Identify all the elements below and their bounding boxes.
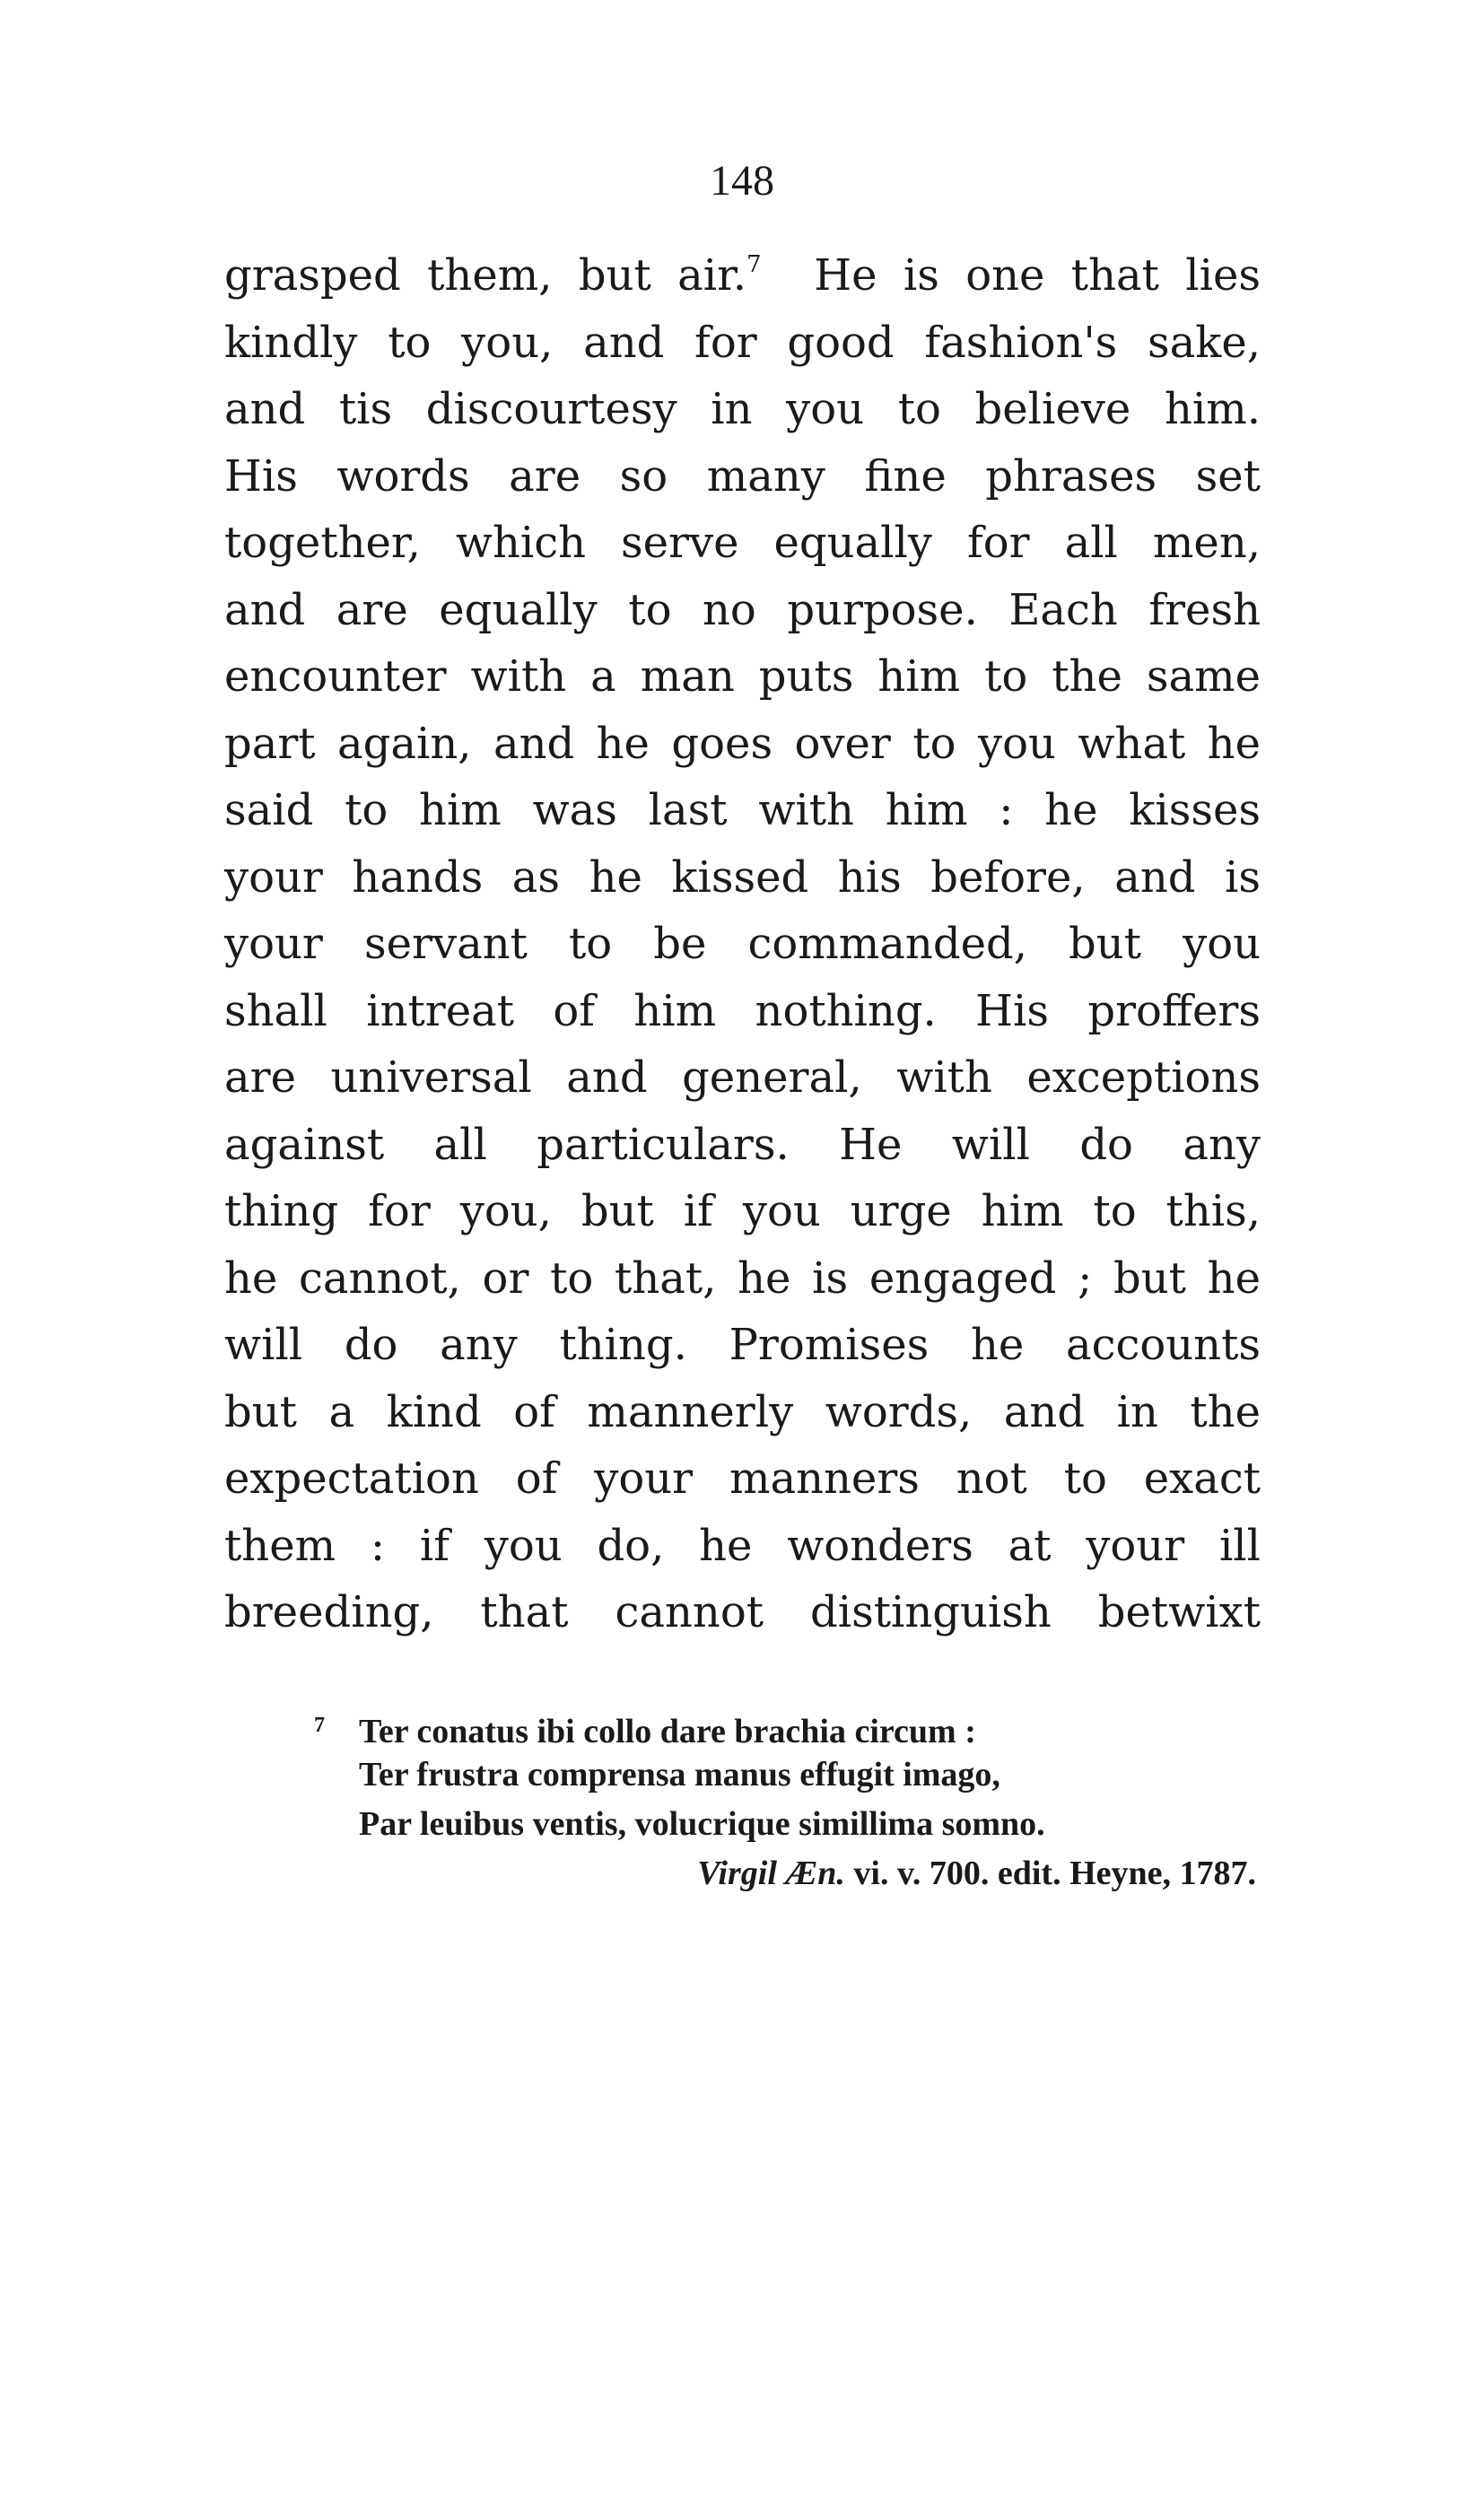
- text-line: [224, 242, 1261, 310]
- text-line: your servant to be commanded, but you: [224, 919, 1261, 969]
- text-line: and tis discourtesy in you to believe him.: [224, 384, 1261, 434]
- footnote-verse-line: Ter frustra comprensa manus effugit imago,: [359, 1756, 1000, 1794]
- text-line: shall intreat of him nothing. His proffers: [224, 985, 1261, 1036]
- text-line: thing for you, but if you urge him to this,: [224, 1186, 1261, 1236]
- text-line: are universal and general, with exceptions: [224, 1052, 1261, 1103]
- footnote-marker: 7: [314, 1714, 325, 1737]
- text-line: kindly to you, and for good fashion's sake,: [224, 317, 1261, 368]
- text-line: will do any thing. Promises he accounts: [224, 1320, 1261, 1370]
- text-line: breeding, that cannot distinguish betwixt: [224, 1587, 1261, 1637]
- text-line: and are equally to no purpose. Each fresh: [224, 584, 1261, 635]
- text-line: expectation of your manners not to exact: [224, 1453, 1261, 1504]
- text-line: he cannot, or to that, he is engaged ; but he: [224, 1252, 1261, 1304]
- text-line: together, which serve equally for all men,: [224, 518, 1261, 568]
- text-line: encounter with a man puts him to the same: [224, 651, 1261, 702]
- footnote-verse-line: [314, 1701, 1265, 1750]
- text-line: said to him was last with him : he kisses: [224, 785, 1261, 835]
- text-line: against all particulars. He will do any: [224, 1119, 1261, 1170]
- footnote-verse-text: Ter conatus ibi collo dare brachia circum :: [359, 1713, 976, 1750]
- body-text: [224, 242, 1261, 1646]
- citation-author: Virgil Æn.: [697, 1855, 845, 1892]
- footnote: [314, 1701, 1265, 1898]
- citation-details: vi. v. 700. edit. Heyne, 1787.: [853, 1855, 1256, 1892]
- text-line: but a kind of mannerly words, and in the: [224, 1386, 1261, 1437]
- text-line-part: He is one that lies: [814, 250, 1261, 301]
- text-line: your hands as he kissed his before, and is: [224, 851, 1261, 903]
- footnote-verse-line: Par leuibus ventis, volucrique simillima somno.: [359, 1805, 1045, 1843]
- text-line-part: grasped them, but air.: [224, 250, 747, 301]
- footnote-citation: [314, 1849, 1265, 1898]
- footnote-reference: 7: [746, 251, 762, 278]
- text-line: them : if you do, he wonders at your ill: [224, 1520, 1261, 1571]
- page-number: 148: [710, 157, 774, 205]
- text-line: part again, and he goes over to you what he: [224, 718, 1261, 769]
- text-line: His words are so many fine phrases set: [224, 450, 1261, 502]
